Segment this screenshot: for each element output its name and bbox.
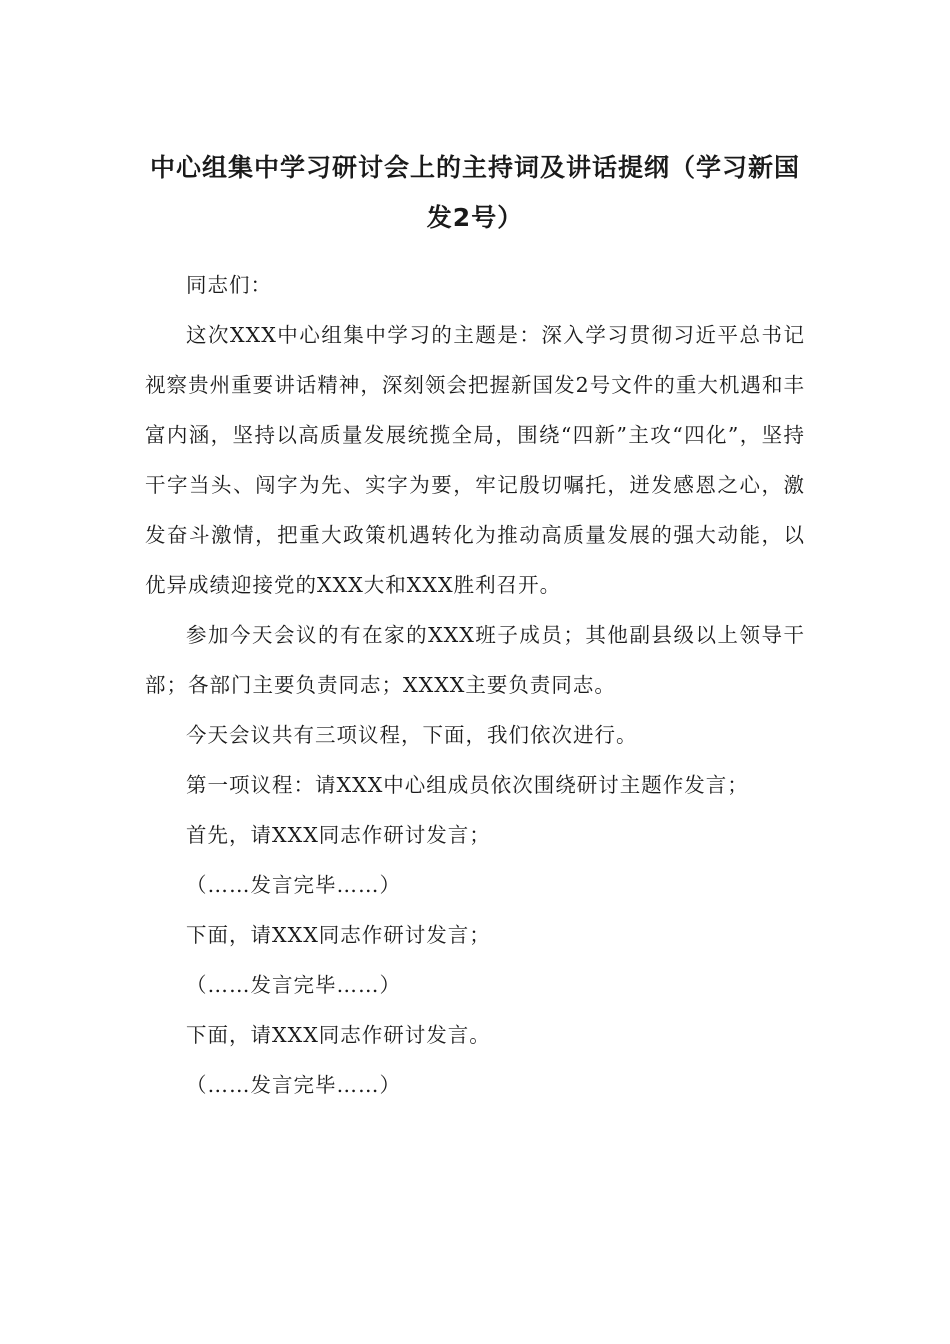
document-body (145, 260, 805, 1110)
agenda-intro-paragraph: 今天会议共有三项议程，下面，我们依次进行。 (186, 723, 638, 747)
speaker-3-paragraph: 下面，请XXX同志作研讨发言。 (186, 1023, 491, 1047)
document-title: 中心组集中学习研讨会上的主持词及讲话提纲（学习新国发2号） (149, 153, 800, 232)
salutation-paragraph: 同志们： (186, 273, 272, 297)
speech-end-note-2: （……发言完毕……） (186, 973, 401, 997)
attendees-paragraph: 参加今天会议的有在家的XXX班子成员；其他副县级以上领导干部；各部门主要负责同志；XXXX主要负责同志。 (145, 623, 805, 697)
speaker-1-paragraph: 首先，请XXX同志作研讨发言； (186, 823, 491, 847)
speech-end-note-3: （……发言完毕……） (186, 1073, 401, 1097)
theme-paragraph: 这次XXX中心组集中学习的主题是：深入学习贯彻习近平总书记视察贵州重要讲话精神，深刻领会把握新国发2号文件的重大机遇和丰富内涵，坚持以高质量发展统揽全局，围绕“四新”主攻“四化”，坚持干字当头、闯字为先、实字为要，牢记殷切嘱托，迸发感恩之心，激发奋斗激情，把重大政策机遇转化为推动高质量发展的强大动能，以优异成绩迎接党的XXX大和XXX胜利召开。 (145, 323, 805, 597)
speaker-2-paragraph: 下面，请XXX同志作研讨发言； (186, 923, 491, 947)
speech-end-note-1: （……发言完毕……） (186, 873, 401, 897)
agenda-item-1-paragraph: 第一项议程：请XXX中心组成员依次围绕研讨主题作发言； (186, 773, 749, 797)
